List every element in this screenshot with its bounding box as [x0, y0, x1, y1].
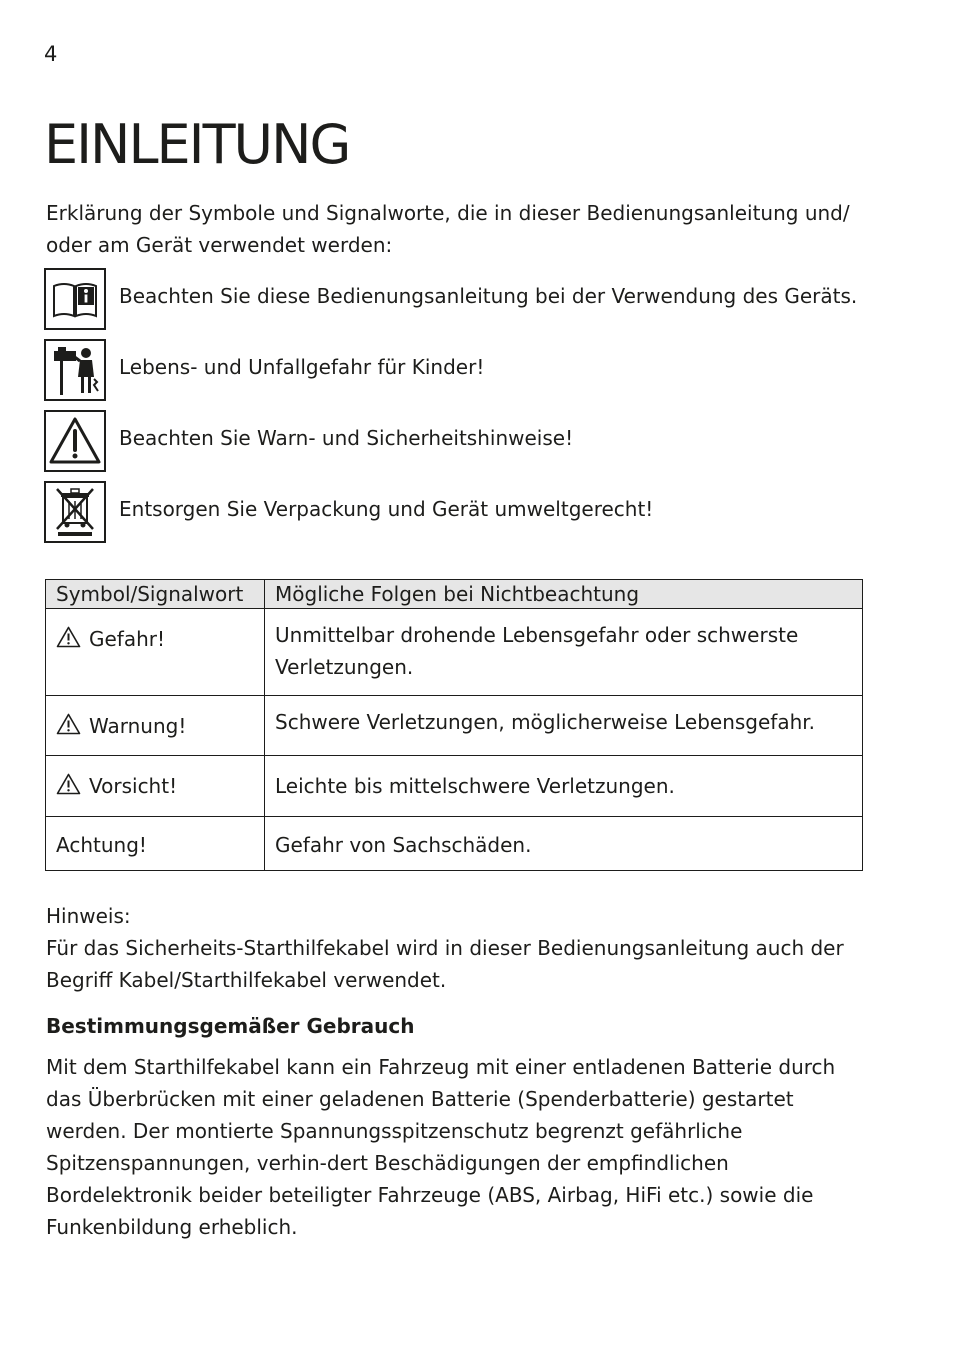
symbol-child-text: Lebens- und Unfallgefahr für Kinder! [119, 355, 485, 379]
table-row [46, 817, 863, 871]
consequence-cell: Leichte bis mittelschwere Verletzungen. [265, 756, 863, 817]
symbol-disposal-text: Entsorgen Sie Verpackung und Gerät umweltgerecht! [119, 497, 654, 521]
symbol-manual-text: Beachten Sie diese Bedienungsanleitung bei der Verwendung des Geräts. [119, 284, 858, 308]
warning-triangle-icon [44, 410, 106, 472]
table-row [46, 756, 863, 817]
signal-cell [46, 609, 265, 696]
table-row [46, 696, 863, 756]
note-block [46, 900, 866, 996]
page-title: EINLEITUNG [44, 113, 350, 176]
child-danger-icon [44, 339, 106, 401]
crossed-bin-icon [44, 481, 106, 543]
section-heading: Bestimmungsgemäßer Gebrauch [46, 1014, 415, 1038]
signal-cell [46, 696, 265, 756]
consequence-cell: Unmittelbar drohende Lebensgefahr oder schwerste Verletzungen. [265, 609, 863, 696]
column-header-signal: Symbol/Signalwort [46, 580, 265, 609]
table-row [46, 609, 863, 696]
note-text: Für das Sicherheits-Starthilfekabel wird in dieser Bedienungsanleitung auch der Begriff Kabel/Starthilfekabel verwendet. [46, 936, 844, 992]
page-number: 4 [44, 42, 58, 66]
table-header-row [46, 580, 863, 609]
intro-text: Erklärung der Symbole und Signalworte, die in dieser Bedienungsanleitung und/ oder am Gerät verwendet werden: [46, 201, 850, 257]
signal-word: Vorsicht! [89, 774, 178, 798]
consequence-cell: Schwere Verletzungen, möglicherweise Lebensgefahr. [265, 696, 863, 756]
manual-info-icon [44, 268, 106, 330]
note-label: Hinweis: [46, 904, 131, 928]
warning-triangle-icon [56, 626, 81, 648]
column-header-consequence: Mögliche Folgen bei Nichtbeachtung [265, 580, 863, 609]
symbol-row-warning [44, 410, 904, 472]
warning-triangle-icon [56, 713, 81, 735]
symbol-row-child [44, 339, 904, 401]
symbol-row-manual [44, 268, 904, 330]
intended-use-text: Mit dem Starthilfekabel kann ein Fahrzeug mit einer entladenen Batterie durch das Überbrücken mit einer geladenen Batterie (Spenderbatterie) gestartet werden. Der montierte Spannungsspitzenschutz begrenzt gefährliche Spitzenspannungen, verhin-dert Beschädigungen der empfindlichen Bordelektronik beider beteiligter Fahrzeuge (ABS, Airbag, HiFi etc.) sowie die Funkenbildung erheblich. [46, 1055, 836, 1239]
warning-triangle-icon [56, 773, 81, 795]
signal-word: Achtung! [56, 833, 147, 857]
signal-cell [46, 756, 265, 817]
signal-cell [46, 817, 265, 871]
symbol-row-disposal [44, 481, 904, 543]
symbol-warning-text: Beachten Sie Warn- und Sicherheitshinweise! [119, 426, 574, 450]
consequence-cell: Gefahr von Sachschäden. [265, 817, 863, 871]
signal-word: Warnung! [89, 714, 187, 738]
signal-word: Gefahr! [89, 627, 166, 651]
signal-word-table [45, 579, 863, 871]
